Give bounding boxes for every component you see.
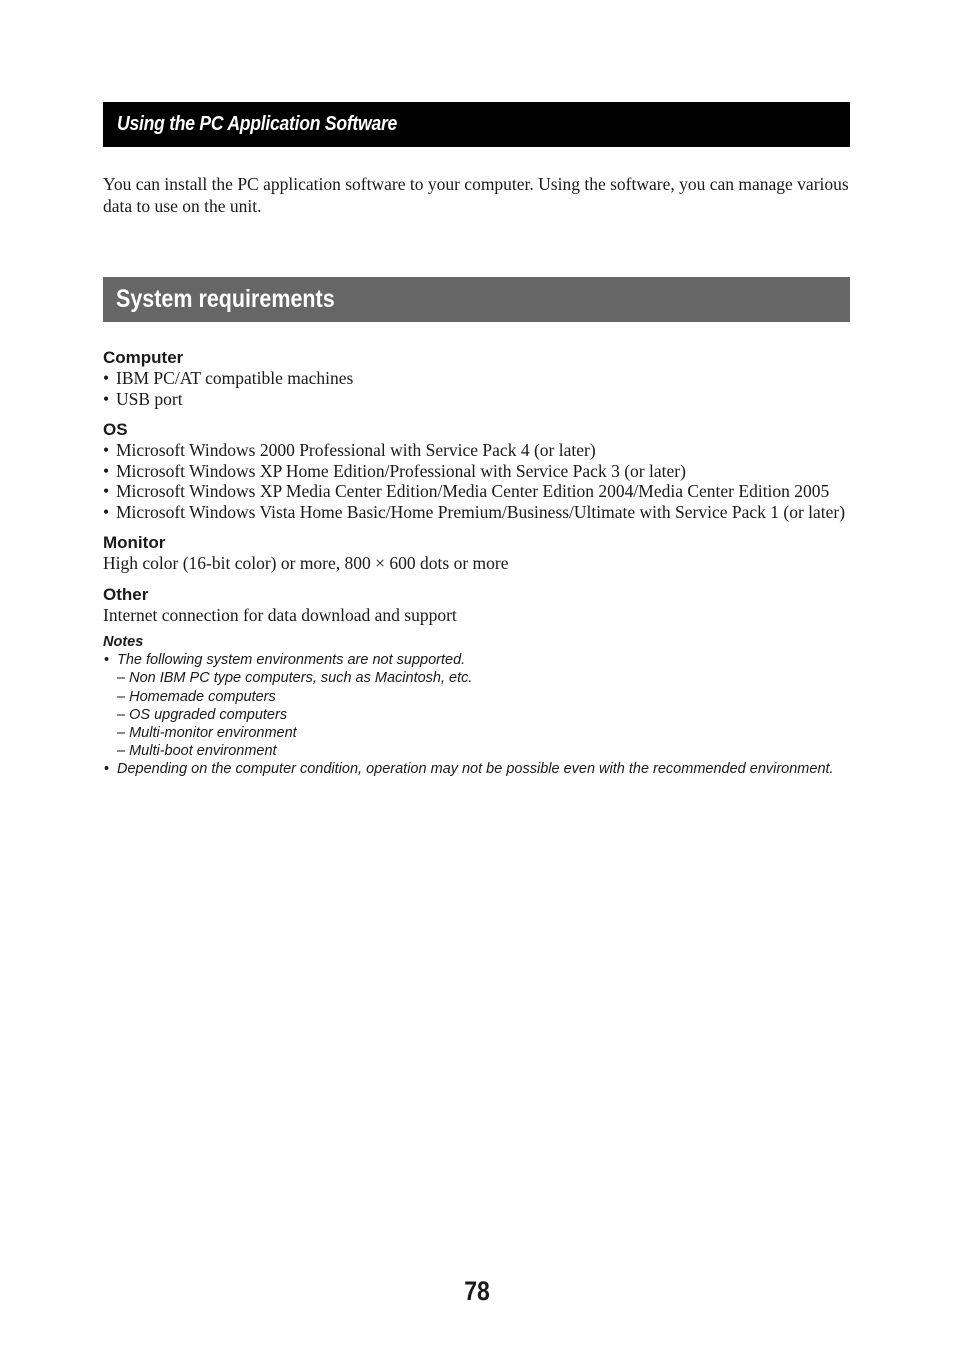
section-title: System requirements	[116, 285, 335, 313]
os-heading: OS	[103, 420, 128, 439]
computer-list	[103, 368, 850, 409]
list-item: • Microsoft Windows XP Home Edition/Professional with Service Pack 3 (or later)	[103, 461, 850, 482]
computer-heading: Computer	[103, 348, 184, 367]
note-sub-item: – Multi-monitor environment	[117, 725, 297, 742]
note-item	[103, 651, 850, 669]
monitor-section	[103, 532, 850, 574]
list-item: • Microsoft Windows 2000 Professional with Service Pack 4 (or later)	[103, 440, 850, 461]
note-sub-item: – OS upgraded computers	[117, 706, 288, 723]
other-section	[103, 584, 850, 626]
page-number-text: 78	[464, 1276, 490, 1306]
list-item: • Microsoft Windows XP Media Center Edition/Media Center Edition 2004/Media Center Edition 2005	[103, 481, 850, 502]
other-text: Internet connection for data download and support	[103, 604, 457, 625]
note-sub-item: – Homemade computers	[117, 688, 276, 705]
other-heading: Other	[103, 584, 149, 604]
note-sub-item: – Multi-boot environment	[117, 743, 277, 760]
list-item: • IBM PC/AT compatible machines	[103, 368, 850, 389]
note-sub-item: – Non IBM PC type computers, such as Macintosh, etc.	[117, 670, 473, 687]
list-item: • Microsoft Windows Vista Home Basic/Home Premium/Business/Ultimate with Service Pack 1 (or later)	[103, 502, 850, 523]
chapter-title-bar	[103, 102, 850, 147]
notes-title: Notes	[103, 634, 144, 650]
monitor-heading: Monitor	[103, 533, 166, 552]
os-list	[103, 440, 850, 522]
note-text: Depending on the computer condition, operation may not be possible even with the recommended environment.	[117, 761, 834, 778]
chapter-title: Using the PC Application Software	[117, 113, 398, 135]
list-item: • USB port	[103, 389, 850, 410]
bullet-icon: •	[104, 761, 110, 778]
notes-block	[103, 633, 850, 779]
intro-paragraph: You can install the PC application software to your computer. Using the software, you can manage various data to use on the unit.	[103, 174, 849, 216]
bullet-icon: •	[104, 652, 110, 669]
monitor-text: High color (16-bit color) or more, 800 × 600 dots or more	[103, 553, 509, 573]
requirements-content	[103, 347, 850, 779]
section-title-bar	[103, 277, 850, 322]
page-number	[0, 1276, 954, 1307]
note-item	[103, 760, 850, 778]
os-section	[103, 419, 850, 522]
note-text: The following system environments are not supported.	[117, 652, 466, 669]
computer-section	[103, 347, 850, 409]
